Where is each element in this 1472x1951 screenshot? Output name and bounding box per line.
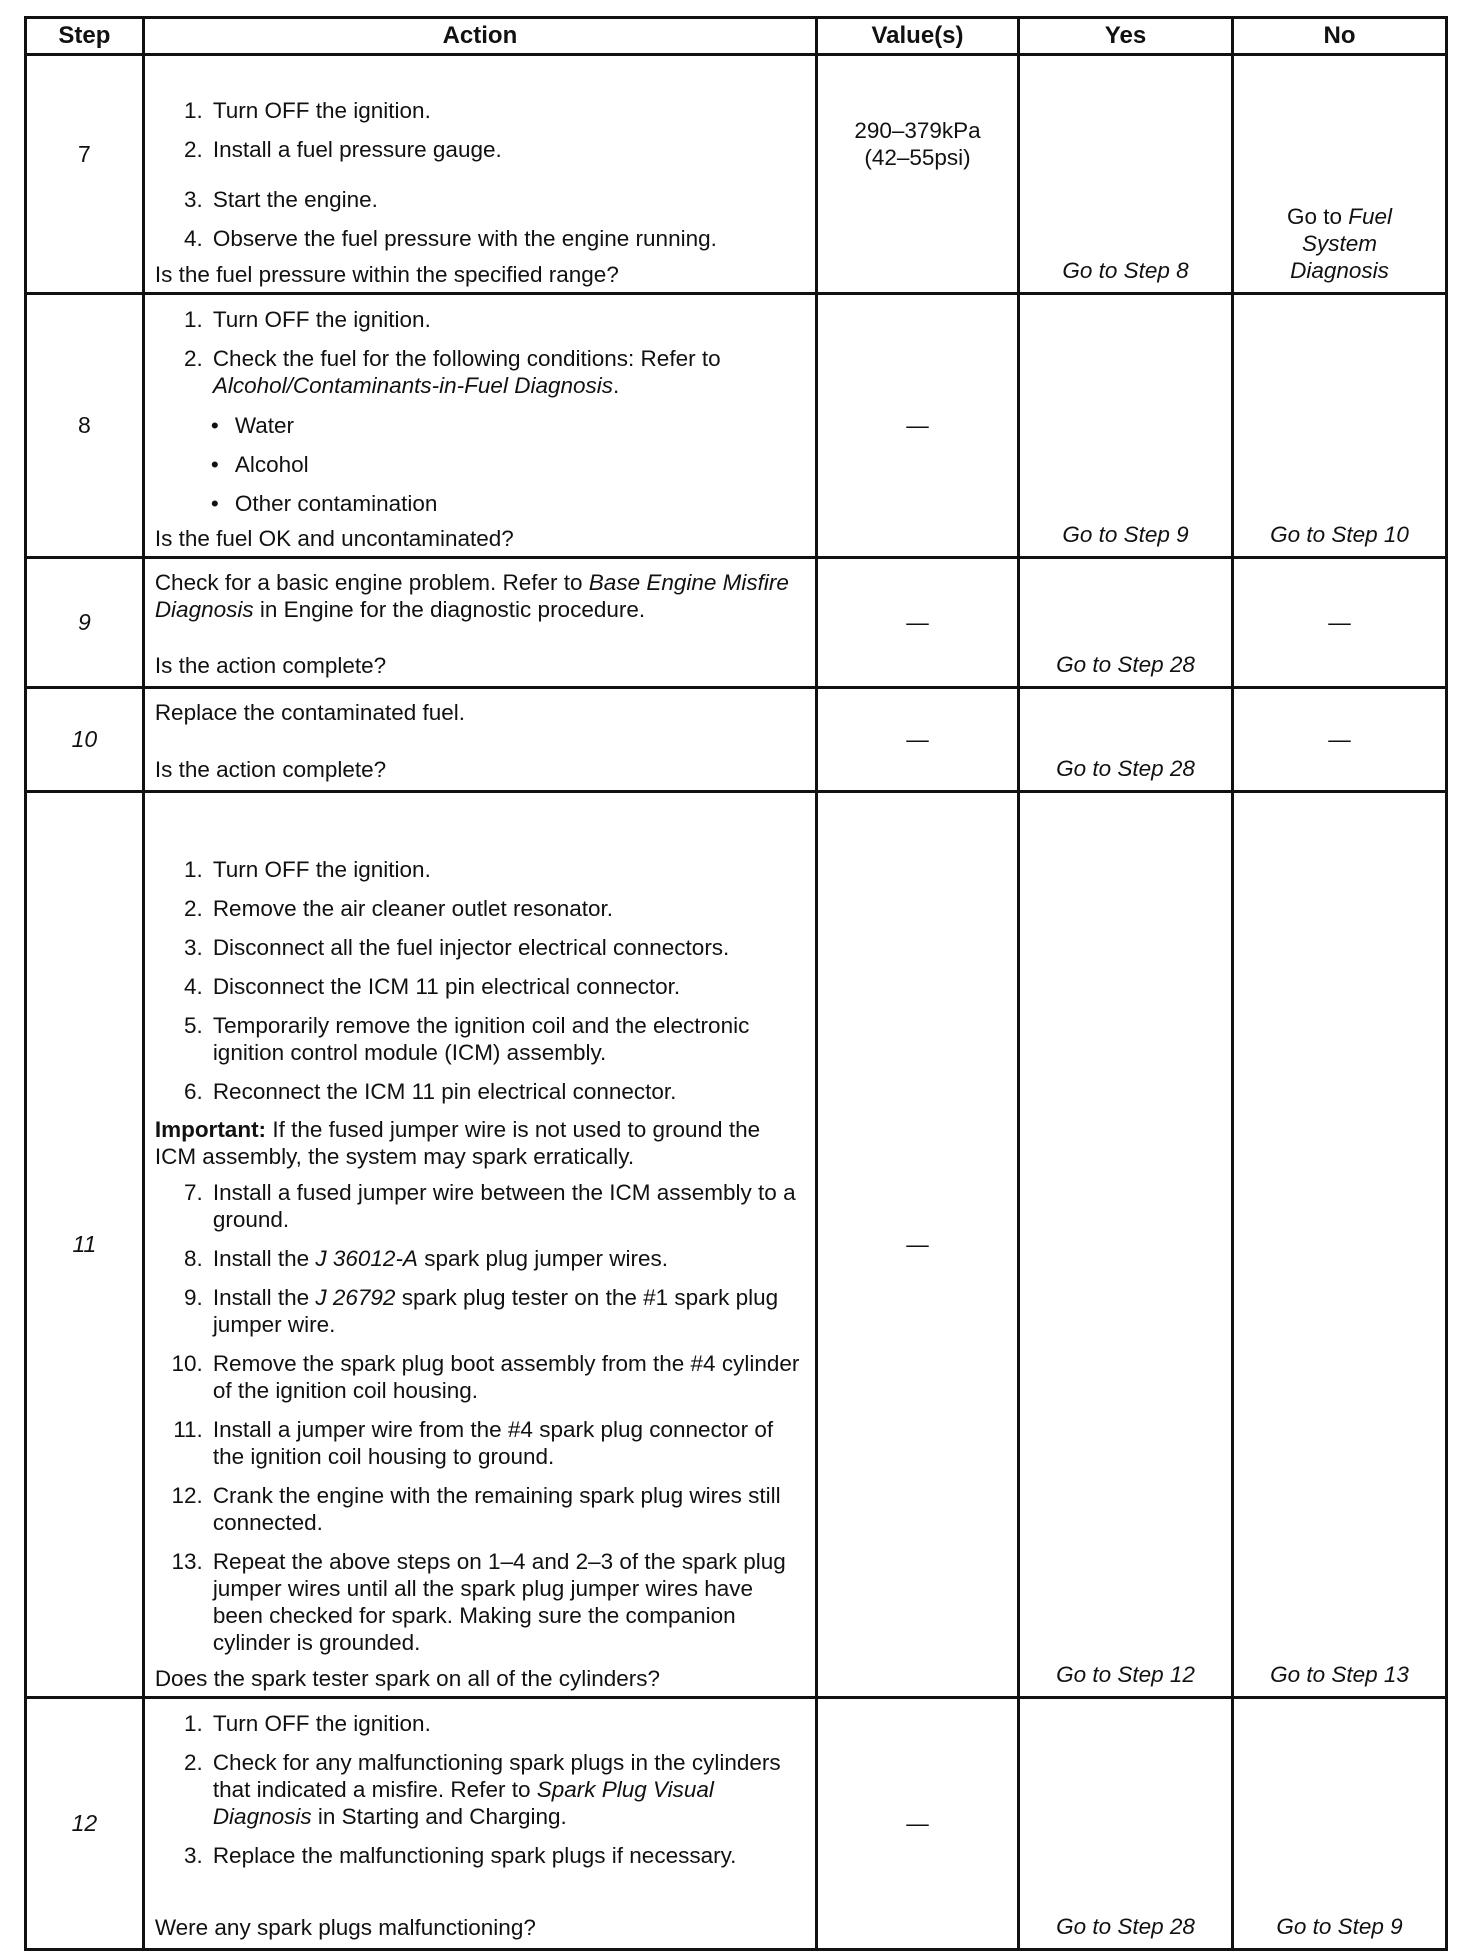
action-cell: [143, 558, 816, 688]
bullet-item: • Water: [210, 413, 294, 438]
list-item: 2. Install a fuel pressure gauge.: [184, 137, 502, 162]
list-item: 5. Temporarily remove the ignition coil and the electronic ignition control module (ICM) assembly.: [184, 1013, 750, 1065]
list-item: 1. Turn OFF the ignition.: [184, 1711, 431, 1736]
list-item: 3. Start the engine.: [184, 187, 378, 212]
question-text: Were any spark plugs malfunctioning?: [154, 1915, 536, 1940]
list-item: 9. Install the J 26792 spark plug tester on the #1 spark plug jumper wire.: [184, 1285, 779, 1337]
step-number: 8: [26, 294, 144, 558]
question-text: Does the spark tester spark on all of the cylinders?: [154, 1666, 661, 1691]
list-item: 12. Crank the engine with the remaining spark plug wires still connected.: [171, 1483, 781, 1535]
table-row-step-12: [26, 1698, 1447, 1950]
list-item: 2. Remove the air cleaner outlet resonator.: [184, 896, 614, 921]
table-header-row: [26, 18, 1447, 55]
question-text: Is the fuel pressure within the specified range?: [154, 262, 619, 287]
question-text: Is the fuel OK and uncontaminated?: [154, 526, 514, 551]
table-row-step-7: [26, 55, 1447, 294]
no-cell: Go to Step 9: [1232, 1698, 1446, 1950]
list-item: 2. Check the fuel for the following conditions: Refer to Alcohol/Contaminants-in-Fuel Diagnosis.: [184, 346, 721, 398]
table-row-step-10: [26, 688, 1447, 792]
no-cell: Go to Step 13: [1232, 792, 1446, 1698]
list-item: 4. Observe the fuel pressure with the engine running.: [184, 226, 717, 251]
header-yes: Yes: [1019, 18, 1233, 55]
value-cell: —: [817, 792, 1019, 1698]
no-cell: —: [1232, 688, 1446, 792]
yes-cell: Go to Step 12: [1019, 792, 1233, 1698]
header-step: Step: [26, 18, 144, 55]
question-text: Is the action complete?: [154, 757, 387, 782]
action-text: Replace the contaminated fuel.: [154, 700, 466, 725]
action-cell: [143, 294, 816, 558]
step-number: 10: [26, 688, 144, 792]
list-item: 10. Remove the spark plug boot assembly from the #4 cylinder of the ignition coil housing.: [171, 1351, 800, 1403]
header-action: Action: [143, 18, 816, 55]
no-cell: Go to Fuel System Diagnosis: [1232, 55, 1446, 294]
header-no: No: [1232, 18, 1446, 55]
bullet-item: • Other contamination: [210, 491, 438, 516]
yes-cell: Go to Step 8: [1019, 55, 1233, 294]
value-cell: [817, 55, 1019, 294]
action-cell: [143, 688, 816, 792]
list-item: 3. Replace the malfunctioning spark plugs if necessary.: [184, 1843, 737, 1868]
important-note: Important: If the fused jumper wire is not used to ground the ICM assembly, the system may spark erratically.: [154, 1117, 761, 1169]
list-item: 2. Check for any malfunctioning spark plugs in the cylinders that indicated a misfire. Refer to Spark Plug Visual Diagnosis in Starting and Charging.: [184, 1750, 781, 1829]
diagnostic-table: [24, 16, 1448, 1951]
value-cell: —: [817, 294, 1019, 558]
diagnostic-table-page: [24, 16, 1448, 1951]
yes-cell: Go to Step 28: [1019, 558, 1233, 688]
step-number: 11: [26, 792, 144, 1698]
list-item: 6. Reconnect the ICM 11 pin electrical connector.: [184, 1079, 677, 1104]
table-row-step-9: [26, 558, 1447, 688]
no-cell: —: [1232, 558, 1446, 688]
list-item: 7. Install a fused jumper wire between the ICM assembly to a ground.: [184, 1180, 796, 1232]
table-row-step-8: [26, 294, 1447, 558]
value-cell: —: [817, 688, 1019, 792]
action-text: Check for a basic engine problem. Refer to Base Engine Misfire Diagnosis in Engine for the diagnostic procedure.: [154, 570, 789, 622]
yes-cell: Go to Step 28: [1019, 1698, 1233, 1950]
yes-cell: Go to Step 28: [1019, 688, 1233, 792]
list-item: 11. Install a jumper wire from the #4 spark plug connector of the ignition coil housing to ground.: [173, 1417, 774, 1469]
question-text: Is the action complete?: [154, 653, 387, 678]
no-cell: Go to Step 10: [1232, 294, 1446, 558]
list-item: 1. Turn OFF the ignition.: [184, 307, 431, 332]
yes-cell: Go to Step 9: [1019, 294, 1233, 558]
step-number: 7: [26, 55, 144, 294]
step-number: 12: [26, 1698, 144, 1950]
list-item: 8. Install the J 36012-A spark plug jumper wires.: [184, 1246, 669, 1271]
value-line: 290–379kPa: [854, 118, 981, 143]
value-cell: —: [817, 558, 1019, 688]
value-cell: —: [817, 1698, 1019, 1950]
header-values: Value(s): [817, 18, 1019, 55]
step-number: 9: [26, 558, 144, 688]
list-item: 1. Turn OFF the ignition.: [184, 857, 431, 882]
bullet-item: • Alcohol: [210, 452, 309, 477]
value-line: (42–55psi): [864, 145, 971, 170]
action-cell: [143, 55, 816, 294]
action-cell: [143, 1698, 816, 1950]
list-item: 13. Repeat the above steps on 1–4 and 2–3 of the spark plug jumper wires until all the spark plug jumper wires have been checked for spark. Making sure the companion cylinder is grounded.: [171, 1549, 786, 1655]
list-item: 1. Turn OFF the ignition.: [184, 98, 431, 123]
list-item: 4. Disconnect the ICM 11 pin electrical connector.: [184, 974, 681, 999]
list-item: 3. Disconnect all the fuel injector electrical connectors.: [184, 935, 730, 960]
table-row-step-11: [26, 792, 1447, 1698]
action-cell: [143, 792, 816, 1698]
